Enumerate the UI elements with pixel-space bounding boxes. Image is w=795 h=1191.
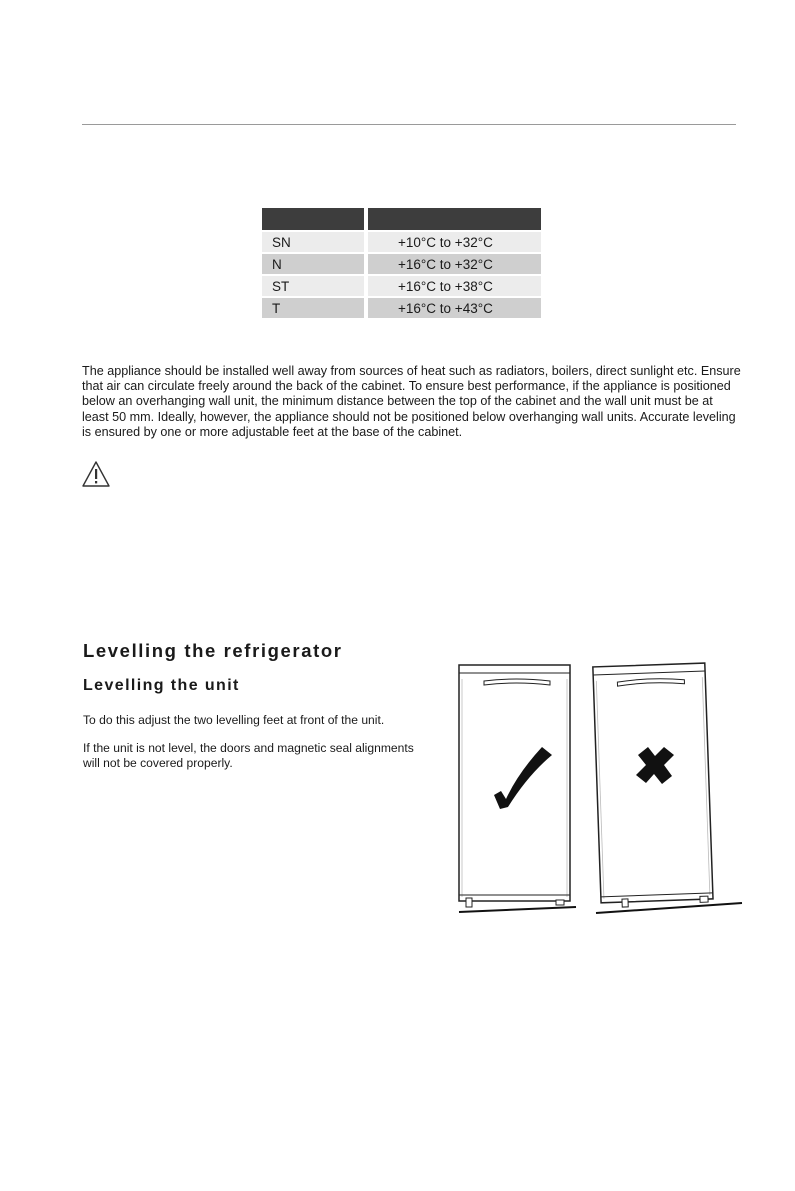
climate-class-table [262,208,541,318]
table-row [262,275,541,297]
table-row [262,297,541,318]
header-rule [82,124,736,125]
table-header-row [262,208,541,231]
installation-paragraph: The appliance should be installed well away from sources of heat such as radiators, boilers, direct sunlight etc. Ensure that air can circulate freely around the back of the cabinet. To ensure best performance, if the appliance is positioned below an overhanging wall unit, the minimum distance between the top of the cabinet and the wall unit must be at least 50 mm. Ideally, however, the appliance should not be positioned below overhanging wall units. Accurate leveling is ensured by one or more adjustable feet at the base of the cabinet. [82,364,741,439]
levelling-section-title: Levelling the refrigerator [83,640,343,661]
temperature-range-cell: +16°C to +43°C [366,297,541,318]
levelling-illustration [456,655,746,923]
temperature-range-header [366,208,541,231]
table-row [262,231,541,253]
climate-class-header [262,208,366,231]
levelling-subtitle: Levelling the unit [83,677,240,694]
temperature-range-cell: +16°C to +32°C [366,253,541,275]
climate-class-cell: T [262,297,366,318]
climate-class-cell: N [262,253,366,275]
tilted-fridge [593,663,742,913]
climate-class-cell: ST [262,275,366,297]
temperature-range-cell: +10°C to +32°C [366,231,541,253]
table-row [262,253,541,275]
warning-triangle-icon [81,460,111,488]
levelling-instruction: To do this adjust the two levelling feet at front of the unit. [83,713,385,727]
temperature-range-cell: +16°C to +38°C [366,275,541,297]
climate-class-cell: SN [262,231,366,253]
levelling-warning: If the unit is not level, the doors and magnetic seal alignments will not be covered properly. [83,741,414,770]
